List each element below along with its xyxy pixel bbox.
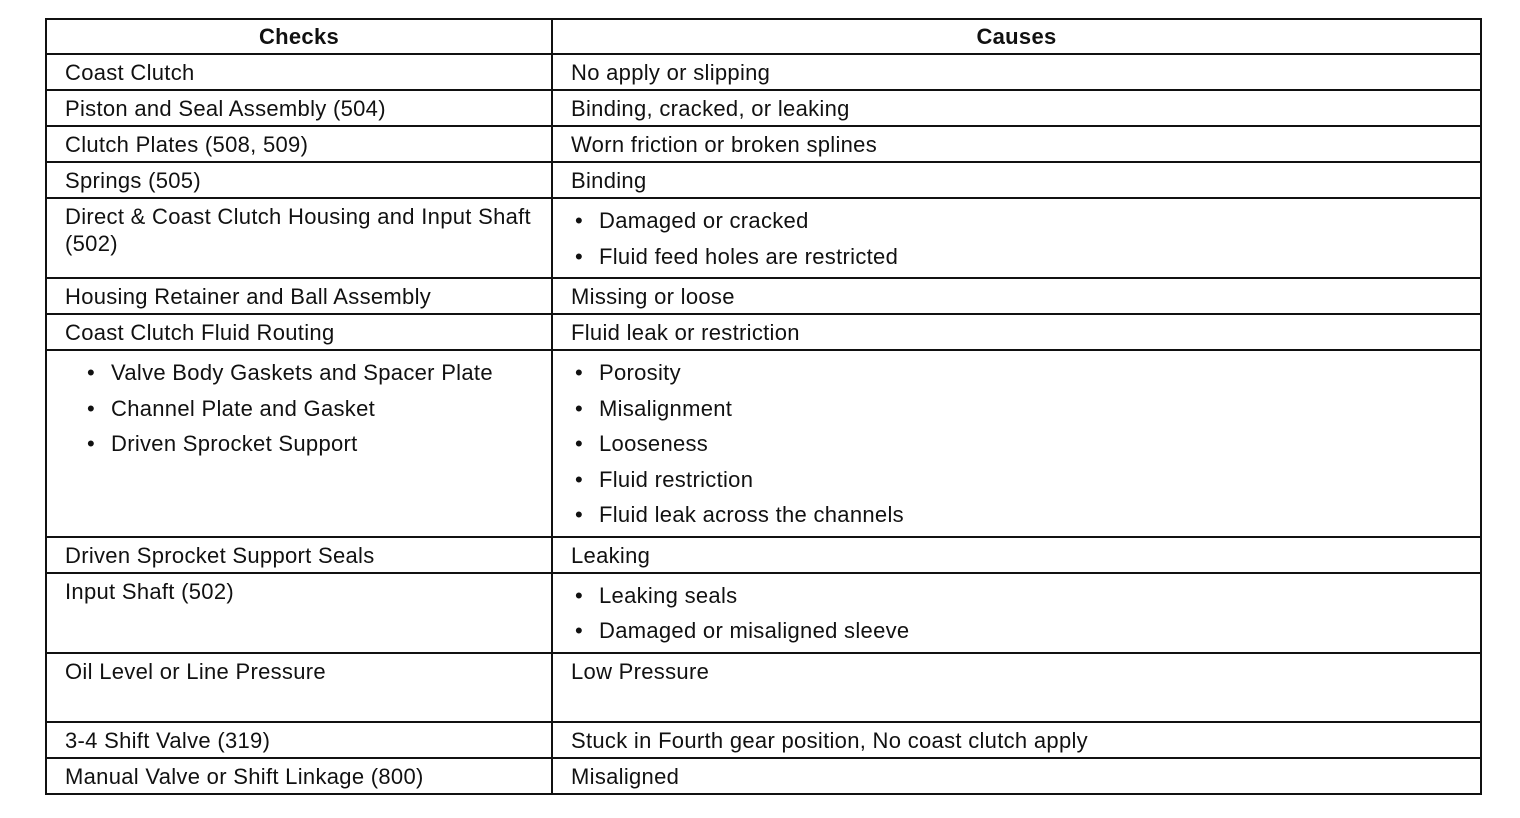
table-row [46,758,1481,794]
table-row [46,162,1481,198]
cause-cell: Binding, cracked, or leaking [552,90,1481,126]
cause-list [571,355,1470,533]
cause-cell: Binding [552,162,1481,198]
cause-cell [552,573,1481,653]
cause-cell: Leaking [552,537,1481,573]
table-row [46,537,1481,573]
check-cell: Piston and Seal Assembly (504) [46,90,552,126]
check-cell: Input Shaft (502) [46,573,552,653]
cause-cell: Missing or loose [552,278,1481,314]
check-cell: Manual Valve or Shift Linkage (800) [46,758,552,794]
cause-list [571,203,1470,274]
cause-cell: Stuck in Fourth gear position, No coast clutch apply [552,722,1481,758]
check-cell: 3-4 Shift Valve (319) [46,722,552,758]
table-row [46,278,1481,314]
check-cell: Direct & Coast Clutch Housing and Input Shaft (502) [46,198,552,278]
check-list-item: • Driven Sprocket Support [65,426,541,462]
cause-list-item: • Fluid feed holes are restricted [571,239,1470,275]
cause-list-item: • Misalignment [571,391,1470,427]
cause-cell: Worn friction or broken splines [552,126,1481,162]
cause-list-item: • Looseness [571,426,1470,462]
table-row [46,573,1481,653]
check-cell: Coast Clutch Fluid Routing [46,314,552,350]
cause-cell: No apply or slipping [552,54,1481,90]
cause-cell: Misaligned [552,758,1481,794]
check-cell [46,350,552,537]
diagnosis-table [45,18,1482,795]
check-cell: Driven Sprocket Support Seals [46,537,552,573]
cause-cell: Fluid leak or restriction [552,314,1481,350]
table-row [46,90,1481,126]
cause-list-item: • Fluid leak across the channels [571,497,1470,533]
cause-list-item: • Leaking seals [571,578,1470,614]
check-cell: Housing Retainer and Ball Assembly [46,278,552,314]
cause-list [571,578,1470,649]
cause-list-item: • Porosity [571,355,1470,391]
causes-header: Causes [552,19,1481,54]
cause-list-item: • Damaged or misaligned sleeve [571,613,1470,649]
table-row [46,54,1481,90]
cause-cell [552,198,1481,278]
table-row [46,126,1481,162]
table-row [46,314,1481,350]
cause-cell [552,350,1481,537]
table-row [46,653,1481,722]
check-cell: Coast Clutch [46,54,552,90]
check-list-item: • Channel Plate and Gasket [65,391,541,427]
cause-cell: Low Pressure [552,653,1481,722]
check-list [65,355,541,462]
table-row [46,350,1481,537]
check-cell: Clutch Plates (508, 509) [46,126,552,162]
table-header-row [46,19,1481,54]
checks-header: Checks [46,19,552,54]
check-cell: Oil Level or Line Pressure [46,653,552,722]
table-row [46,198,1481,278]
cause-list-item: • Fluid restriction [571,462,1470,498]
check-cell: Springs (505) [46,162,552,198]
cause-list-item: • Damaged or cracked [571,203,1470,239]
table-row [46,722,1481,758]
check-list-item: • Valve Body Gaskets and Spacer Plate [65,355,541,391]
